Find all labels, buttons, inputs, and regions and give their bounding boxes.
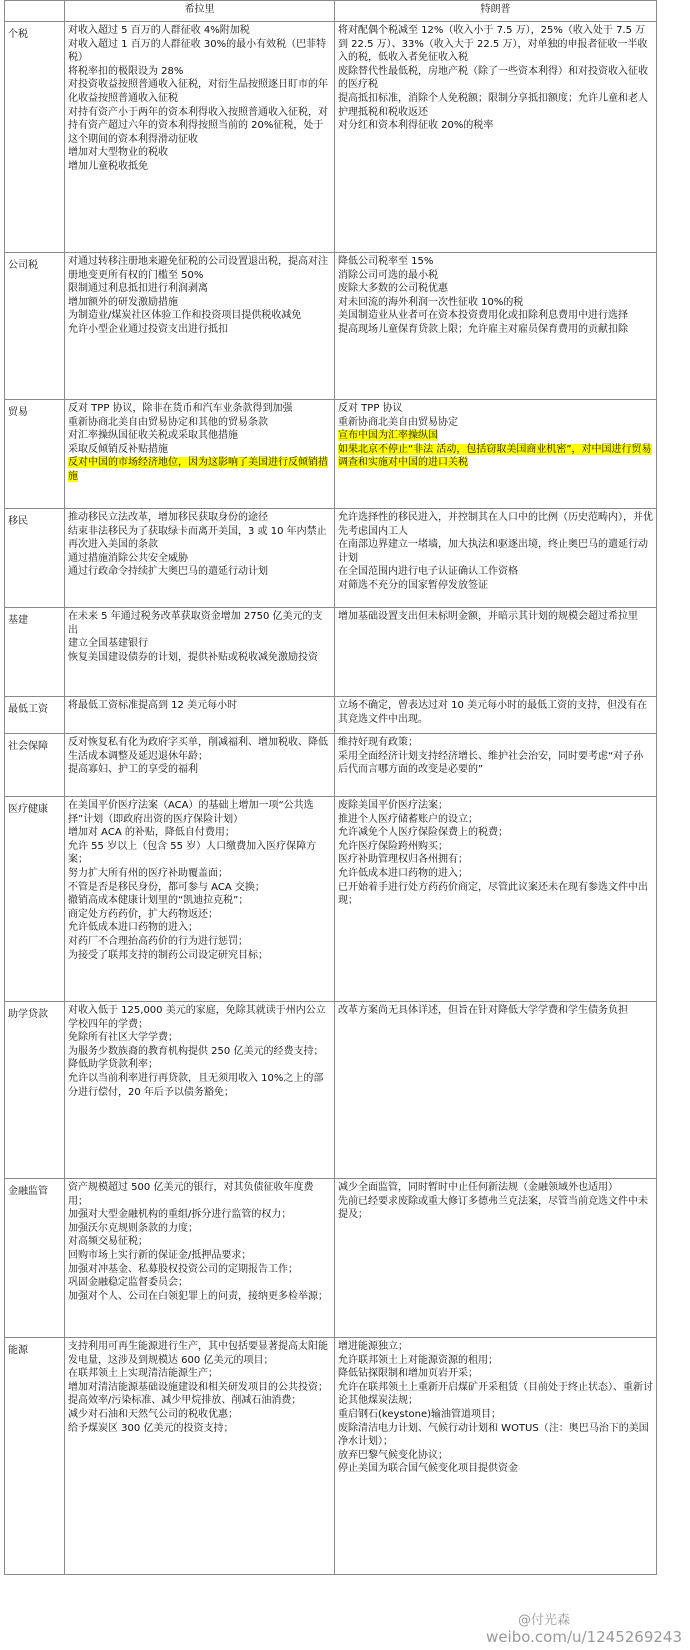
cell-line: 对汇率操纵国征收关税或采取其他措施 [68, 430, 238, 442]
trump-cell [335, 608, 657, 697]
cell-line: 对高频交易征税； [68, 1236, 148, 1248]
cell-line: 增加儿童税收抵免 [68, 160, 148, 172]
clinton-cell [65, 400, 335, 509]
row-category: 公司税 [5, 253, 65, 400]
cell-line: 允许选择性的移民进入，并控制其在人口中的比例（历史范畴内），并优先考虑国内工人 [338, 512, 653, 537]
table-row [5, 734, 657, 797]
cell-line: 增加对大型物业的税收 [68, 147, 168, 159]
cell-line: 提高寡妇、护工的享受的福利 [68, 764, 198, 776]
cell-line: 反对 TPP 协议 [338, 403, 403, 414]
row-category: 助学贷款 [5, 1002, 65, 1179]
header-clinton: 希拉里 [65, 1, 335, 22]
cell-line: 允许在联邦领土上重新开启煤矿开采租赁（目前处于终止状态）、重新讨论其他煤炭法规； [338, 1381, 653, 1407]
clinton-cell [65, 1179, 335, 1338]
table-row [5, 1338, 657, 1575]
highlighted-line [338, 429, 653, 443]
cell-line: 在未来 5 年通过税务改革获取资金增加 2750 亿美元的支出 [68, 611, 323, 636]
cell-line: 为接受了联邦支持的制药公司设定研究目标； [68, 949, 268, 961]
trump-cell [335, 509, 657, 608]
cell-line: 资产规模超过 500 亿美元的银行，对其负债征收年度费用； [68, 1182, 314, 1207]
cell-line: 对分红和资本利得征收 20%的税率 [338, 120, 494, 132]
table-header-row [5, 1, 657, 22]
table-row [5, 400, 657, 509]
cell-line: 反对 TPP 协议，除非在货币和汽车业条款得到加强 [68, 403, 293, 414]
cell-line: 对收入超过 1 百万的人群征收 30%的最小有效税（巴菲特税） [68, 38, 327, 64]
cell-line: 提高现场儿童保育贷款上限；允许雇主对雇员保育费用的贡献扣除 [338, 323, 628, 335]
trump-cell [335, 1002, 657, 1179]
cell-line: 为制造业/煤炭社区体验工作和投资项目提供税收减免 [68, 310, 302, 322]
cell-line: 加强沃尔克规则条款的力度； [68, 1222, 198, 1234]
cell-line: 回购市场上实行新的保证金/抵押品要求； [68, 1249, 252, 1261]
cell-line: 允许低成本进口药物的进入； [68, 922, 198, 934]
row-category: 金融监管 [5, 1179, 65, 1338]
highlighted-line [68, 456, 331, 483]
cell-line: 对未回流的海外利润一次性征收 10%的税 [338, 296, 524, 308]
highlight-mark: 反对中国的市场经济地位，因为这影响了美国进行反倾销措施 [68, 457, 328, 482]
trump-cell [335, 734, 657, 797]
header-trump: 特朗普 [335, 1, 657, 22]
cell-line: 采用全面经济计划支持经济增长、维护社会治安，同时要考虑“对子孙后代而言哪方面的改变是必要的” [338, 750, 644, 776]
clinton-cell [65, 22, 335, 253]
table-row [5, 797, 657, 1002]
cell-line: 重启钢石(keystone)输油管道项目； [338, 1408, 502, 1420]
cell-line: 先前已经要求废除或重大修订多德弗兰克法案，尽管当前竞选文件中未提及； [338, 1195, 648, 1221]
clinton-cell [65, 1002, 335, 1179]
cell-line: 重新协商北美自由贸易协定 [338, 416, 458, 428]
trump-cell [335, 697, 657, 734]
row-category: 社会保障 [5, 734, 65, 797]
cell-line: 对收入超过 5 百万的人群征收 4%附加税 [68, 25, 250, 36]
cell-line: 废除大多数的公司税优惠 [338, 283, 448, 295]
table-row [5, 22, 657, 253]
cell-line: 推进个人医疗储蓄账户的设立； [338, 813, 478, 825]
cell-line: 对筛选不充分的国家暂停发放签证 [338, 579, 488, 591]
cell-line: 允许小型企业通过投资支出进行抵扣 [68, 323, 228, 335]
table-row [5, 1002, 657, 1179]
trump-cell [335, 22, 657, 253]
cell-line: 反对恢复私有化为政府字买单，削减福利、增加税收、降低生活成本调整及延迟退休年龄； [68, 737, 328, 762]
cell-line: 免除所有社区大学学费； [68, 1032, 178, 1044]
cell-line: 支持利用可再生能源进行生产，其中包括要显著提高太阳能发电量，这涉及到规模达 600 亿美元的项目； [68, 1341, 328, 1366]
cell-line: 允许 55 岁以上（包含 55 岁）人口缴费加入医疗保障方案； [68, 840, 317, 866]
cell-line: 通过措施消除公共安全威胁 [68, 552, 188, 564]
clinton-cell [65, 734, 335, 797]
clinton-cell [65, 509, 335, 608]
cell-line: 对药厂不合理抬高药价的行为进行惩罚； [68, 935, 248, 947]
cell-line: 采取反倾销反补贴措施 [68, 443, 168, 455]
trump-cell [335, 1338, 657, 1575]
cell-line: 撤销高成本健康计划里的“凯迪拉克税”； [68, 895, 249, 907]
row-category: 个税 [5, 22, 65, 253]
cell-line: 允许以当前利率进行再贷款，且无须用收入 10%之上的部分进行偿付，20 年后予以债务豁免； [68, 1072, 324, 1098]
cell-line: 加强对冲基金、私募股权投资公司的定期报告工作； [68, 1263, 298, 1275]
cell-line: 在南部边界建立一堵墙，加大执法和驱逐出境，终止奥巴马的遣延行动计划 [338, 539, 648, 564]
cell-line: 美国制造业从业者可在资本投资费用化或扣除利息费用中进行选择 [338, 310, 628, 322]
watermark-url: weibo.com/u/1245269243 [486, 1628, 682, 1646]
cell-line: 商定处方药药价，扩大药物返还； [68, 908, 218, 920]
cell-line: 结束非法移民为了获取绿卡而离开美国，3 或 10 年内禁止再次进入美国的条款 [68, 525, 327, 551]
cell-line: 改革方案尚无具体详述，但旨在针对降低大学学费和学生债务负担 [338, 1005, 628, 1016]
cell-line: 对通过转移注册地来避免征税的公司设置退出税，提高对注册地变更所有权的门槛至 50% [68, 256, 328, 281]
cell-line: 增加基础设置支出但未标明金额，并暗示其计划的规模会超过希拉里 [338, 611, 638, 622]
cell-line: 降低助学贷款利率； [68, 1059, 158, 1071]
clinton-cell [65, 608, 335, 697]
trump-cell [335, 253, 657, 400]
cell-line: 允许联邦领土上对能源资源的租用； [338, 1354, 498, 1366]
cell-line: 降低公司税率至 15% [338, 256, 434, 267]
cell-line: 恢复美国建设债券的计划，提供补贴或税收减免激励投资 [68, 651, 318, 663]
cell-line: 对持有资产小于两年的资本利得收入按照普通收入征税，对持有资产超过六年的资本利得按照当前的 20%征税，处于这个期间的资本利得滑动征收 [68, 106, 328, 145]
table-row [5, 697, 657, 734]
cell-line: 废除替代性最低税，房地产税（除了一些资本利得）和对投资收入征收的医疗税 [338, 65, 648, 91]
header-category [5, 1, 65, 22]
cell-line: 允许低成本进口药物的进入； [338, 867, 468, 879]
cell-line: 已开始着手进行处方药药价商定，尽管此议案还未在现有参选文件中出现； [338, 881, 648, 907]
cell-line: 允许医疗保险跨州购买； [338, 840, 448, 852]
highlight-mark: 宣布中国为汇率操纵国 [338, 430, 438, 442]
highlighted-line [338, 443, 653, 470]
cell-line: 增加额外的研发激励措施 [68, 296, 178, 308]
cell-line: 提高效率/污染标准、减少甲烷排放、削减石油消费； [68, 1395, 302, 1407]
table-row [5, 509, 657, 608]
watermark-logo: @付光森 [517, 1613, 570, 1628]
cell-line: 在全国范围内进行电子认证确认工作资格 [338, 566, 518, 578]
cell-line: 将税率扣的极限设为 28% [68, 65, 184, 77]
cell-line: 加强对个人、公司在白领犯罪上的问责，接纳更多检举源； [68, 1290, 328, 1302]
cell-line: 推动移民立法改革，增加移民获取身份的途径 [68, 512, 268, 523]
clinton-cell [65, 253, 335, 400]
cell-line: 通过行政命令持续扩大奥巴马的遣延行动计划 [68, 566, 268, 578]
clinton-cell [65, 697, 335, 734]
clinton-cell [65, 797, 335, 1002]
cell-line: 降低钻探限制和增加页岩开采； [338, 1368, 478, 1380]
cell-line: 给予煤炭区 300 亿美元的投资支持； [68, 1422, 234, 1434]
cell-line: 允许减免个人医疗保险保费上的税费； [338, 827, 508, 839]
table-row [5, 253, 657, 400]
cell-line: 减少全面监管，同时暂时中止任何新法规（金融领域外也适用） [338, 1182, 618, 1193]
cell-line: 将对配偶个税减至 12%（收入小于 7.5 万），25%（收入处于 7.5 万到 22.5 万）、33%（收入大于 22.5 万），对单独的申报者征收一半收入的税，低收入者免征收入税 [338, 25, 648, 64]
trump-cell [335, 1179, 657, 1338]
cell-line: 废除美国平价医疗法案； [338, 800, 448, 811]
cell-line: 减少对石油和天然气公司的税收优惠； [68, 1408, 238, 1420]
cell-line: 医疗补助管理权归各州拥有； [338, 854, 468, 866]
cell-line: 提高抵扣标准，消除个人免税额；限制分享抵扣额度；允许儿童和老人护理抵税和税收返还 [338, 92, 648, 118]
cell-line: 将最低工资标准提高到 12 美元每小时 [68, 700, 238, 711]
cell-line: 废除清洁电力计划、气候行动计划和 WOTUS（注：奥巴马治下的美国净水计划）； [338, 1422, 649, 1448]
cell-line: 维持好现有政策； [338, 737, 418, 748]
cell-line: 放弃巴黎气候变化协议； [338, 1449, 448, 1461]
cell-line: 加强对大型金融机构的重组/拆分进行监管的权力； [68, 1209, 292, 1221]
trump-cell [335, 400, 657, 509]
cell-line: 增进能源独立； [338, 1341, 408, 1352]
cell-line: 对投资收益按照普通收入征税，对衍生品按照逐日盯市的年化收益按照普通收入征税 [68, 79, 328, 104]
clinton-cell [65, 1338, 335, 1575]
cell-line: 增加对 ACA 的补贴，降低自付费用； [68, 827, 235, 839]
cell-line: 努力扩大所有州的医疗补助覆盖面； [68, 867, 228, 879]
cell-line: 在联邦领土上实现清洁能源生产； [68, 1368, 218, 1380]
cell-line: 建立全国基建银行 [68, 638, 148, 650]
row-category: 医疗健康 [5, 797, 65, 1002]
row-category: 移民 [5, 509, 65, 608]
cell-line: 消除公司可选的最小税 [338, 269, 438, 281]
cell-line: 限制通过利息抵扣进行利润剥离 [68, 283, 208, 295]
comparison-table [4, 0, 657, 1575]
cell-line: 立场不确定，曾表达过对 10 美元每小时的最低工资的支持，但没有在其竞选文件中出现。 [338, 700, 648, 725]
cell-line: 重新协商北美自由贸易协定和其他的贸易条款 [68, 416, 268, 428]
cell-line: 增加对清洁能源基础设施建设和相关研发项目的公共投资； [68, 1381, 328, 1393]
cell-line: 不管是否是移民身份，都可参与 ACA 交换； [68, 881, 265, 893]
cell-line: 为服务少数族裔的教育机构提供 250 亿美元的经费支持； [68, 1045, 324, 1057]
trump-cell [335, 797, 657, 1002]
row-category: 基建 [5, 608, 65, 697]
cell-line: 对收入低于 125,000 美元的家庭，免除其就读于州内公立学校四年的学费； [68, 1005, 326, 1030]
row-category: 能源 [5, 1338, 65, 1575]
row-category: 最低工资 [5, 697, 65, 734]
cell-line: 在美国平价医疗法案（ACA）的基础上增加一项“公共选择”计划（即政府出资的医疗保险计划） [68, 800, 314, 825]
cell-line: 停止美国为联合国气候变化项目提供资金 [338, 1463, 518, 1475]
table-row [5, 608, 657, 697]
highlight-mark: 如果北京不停止“非法 活动，包括窃取美国商业机密”，对中国进行贸易调查和实施对中国的进口关税 [338, 443, 652, 469]
cell-line: 巩固金融稳定监督委员会； [68, 1277, 188, 1289]
row-category: 贸易 [5, 400, 65, 509]
table-row [5, 1179, 657, 1338]
